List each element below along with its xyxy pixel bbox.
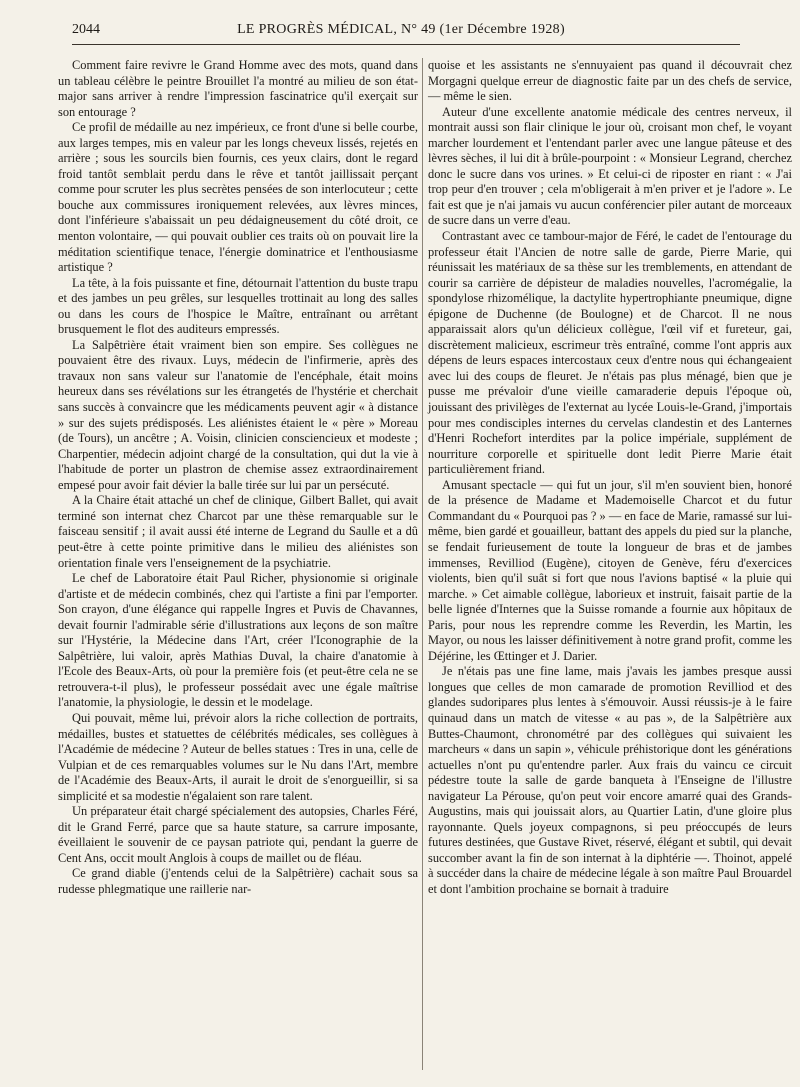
paragraph: Le chef de Laboratoire était Paul Richer, physionomie si originale d'artiste et de médecin combinés, chez qui l'artiste a fini par l'emporter. Son crayon, d'une élégance qui rappelle Ingres et Puvis de Chavannes, devait fournir l'admirable série d'illustrations aux leçons de son maître sur l'Hystérie, la Médecine dans l'Art, créer l'Iconographie de la Salpêtrière, lui valoir, après Mathias Duval, la chaire d'anatomie à l'Ecole des Beaux-Arts, où pour la première fois (et peut-être cela ne se retrouvera-t-il plus), le professeur possédait avec une égale maîtrise l'anatomie, la physiologie, le dessin et le modelage. — [58, 571, 418, 710]
paragraph: A la Chaire était attaché un chef de clinique, Gilbert Ballet, qui avait terminé son internat chez Charcot par une thèse remarquable sur le faisceau sensitif ; il avait aussi été interne de Legrand du Saulle et a dû peut-être à cette pointe primitive dans le milieu des aliénistes son orientation finale vers l'enseignement de la psychiatrie. — [58, 493, 418, 570]
paragraph: La Salpêtrière était vraiment bien son empire. Ses collègues ne pouvaient être des rivaux. Luys, médecin de l'infirmerie, après des travaux non sans valeur sur l'anatomie de l'encéphale, était moins heureux dans ses révélations sur les étrangetés de l'hystérie et cherchait sans succès à convaincre que les médicaments peuvent agir « à distance » sur des sujets prédisposés. Les aliénistes étaient le « père » Moreau (de Tours), un ancêtre ; A. Voisin, clinicien consciencieux et modeste ; Charpentier, médecin adjoint chargé de la consultation, qui dut la vie à l'habitude de porter un plastron de chemise assez extraordinairement empesé pour avoir fait dévier la balle tirée sur lui par un persécuté. — [58, 337, 418, 492]
page-number: 2044 — [72, 22, 100, 37]
paragraph: Ce profil de médaille au nez impérieux, ce front d'une si belle courbe, aux larges tempes, mis en valeur par les longs cheveux lissés, rejetés en arrière ; sous les sourcils bien fournis, ces yeux clairs, dont le regard froid tantôt semblait perdu dans le rêve et tantôt jaillissait perçant comme pour scruter les plus secrètes pensées de son interlocuteur ; cette bouche aux commissures ironiquement relevées, aux lèvres minces, dont l'inférieure s'abaissait un peu dédaigneusement du côté droit, ce menton volontaire, — qui pouvait oublier ces traits où on pouvait lire la méditation scientifique tenace, l'énergie dominatrice et l'enthousiasme artistique ? — [58, 120, 418, 275]
paragraph: Auteur d'une excellente anatomie médicale des centres nerveux, il montrait aussi son flair clinique le jour où, croisant mon chef, le voyant marcher lourdement et l'entendant parler avec une langue pâteuse et des lèvres sèches, il lui dit à brûle-pourpoint : « Monsieur Legrand, cherchez donc le sucre dans vos urines. » Et celui-ci de riposter en riant : « J'ai trop peur d'en trouver ; cela m'obligerait à m'en priver et je l'adore ». Le fait est que je n'ai jamais vu aucun conférencier piler autant de morceaux de sucre dans un verre d'eau. — [428, 104, 792, 228]
header-rule — [72, 44, 740, 45]
running-head: LE PROGRÈS MÉDICAL, N° 49 (1er Décembre 1928) — [237, 22, 565, 37]
paragraph: Un préparateur était chargé spécialement des autopsies, Charles Féré, dit le Grand Ferré, parce que sa haute stature, sa carrure imposante, éveillaient le souvenir de ce paysan patriote qui, pendant la guerre de Cent Ans, occit moult Anglois à coups de maillet ou de fléau. — [58, 804, 418, 865]
paragraph: Ce grand diable (j'entends celui de la Salpêtrière) cachait sous sa rudesse phlegmatique une raillerie nar- — [58, 866, 418, 896]
paragraph: quoise et les assistants ne s'ennuyaient pas quand il découvrait chez Morgagni quelque erreur de diagnostic faite par un des chefs de service, — même le sien. — [428, 58, 792, 104]
left-column — [58, 58, 418, 898]
paragraph: Contrastant avec ce tambour-major de Féré, le cadet de l'entourage du professeur était l'Ancien de notre salle de garde, Pierre Marie, qui réunissait les matériaux de sa thèse sur les tremblements, en attendant de courir sa carrière de dépisteur de maladies nouvelles, l'acromégalie, la spondylose rhizomélique, la dactylite hypertrophiante pneumique, digne épigone de Duchenne (de Boulogne) et de Charcot. Il ne nous apparaissait alors qu'un délicieux collègue, l'œil vif et fureteur, gai, discrètement malicieux, escrimeur très entraîné, comme l'ont appris aux dépens de leurs espaces intercostaux ceux d'entre nous qui échangeaient avec lui des coups de fleuret. Je n'étais pas plus ménagé, bien que je pusse me prévaloir d'une vieille camaraderie depuis l'époque où, jouissant des privilèges de l'externat au lycée Louis-le-Grand, j'importais pour mes condisciples internes du cervelas clandestin et des Lanternes d'Henri Rochefort interdites par la police impériale, supplément de nourriture corporelle et spirituelle dont ledit Pierre Marie était particulièrement friand. — [428, 229, 792, 477]
column-divider — [422, 58, 423, 1070]
paragraph: Comment faire revivre le Grand Homme avec des mots, quand dans un tableau célèbre le peintre Brouillet l'a montré au milieu de son état-major sans arriver à rendre l'impression fascinatrice qu'il exerçait sur son entourage ? — [58, 58, 418, 119]
paragraph: Amusant spectacle — qui fut un jour, s'il m'en souvient bien, honoré de la présence de Madame et Mademoiselle Charcot et du futur Commandant du « Pourquoi pas ? » — en face de Marie, ramassé sur lui-même, bien gardé et gouailleur, battant des appels du pied sur la planche, se fendait furieusement de toute la longueur de bras et de jambes immenses, Revilliod (Eugène), citoyen de Genève, féru d'exercices violents, bien qu'il suât si fort que nous l'avions baptisé « la pluie qui marche. » Cet aimable collègue, laborieux et instruit, faisait partie de la belle lignée d'Internes que la Suisse romande a fournie aux hôpitaux de Paris, pour nous les reprendre comme les Reverdin, les Martin, les Mayor, ou nous les laisser définitivement à notre grand profit, comme les Déjérine, les Œttinger et J. Darier. — [428, 477, 792, 663]
paragraph: La tête, à la fois puissante et fine, détournait l'attention du buste trapu et des jambes un peu grêles, sur lesquelles trottinait au long des salles ou dans les cours de l'hospice le Maître, entraînant ou arrêtant brusquement le flot des auditeurs empressés. — [58, 275, 418, 337]
paragraph: Je n'étais pas une fine lame, mais j'avais les jambes presque aussi longues que celles de mon camarade de promotion Revilliod et des glandes sudoripares plus lentes à s'émouvoir. Aussi réussis-je à le faire quinaud dans un match de vitesse « au pas », de la Salpêtrière aux Buttes-Chaumont, chronométré par des collègues qui suivaient les marcheurs « dans un sapin », véhicule préhistorique dont les générations actuelles n'ont pu qu'entendre parler. Aux frais du vaincu ce circuit pédestre toute la salle de garde banqueta à l'Enseigne de l'illustre navigateur La Pérouse, qu'on peut voir encore amarré quai des Grands-Augustins, mais qui jouissait alors, au Quartier Latin, d'une gloire plus rayonnante. Quels joyeux compagnons, si peu préoccupés de leurs futures destinées, que Gustave Rivet, réservé, élégant et subtil, qui devait succomber avant la fin de son internat à la diphtérie —. Thoinot, appelé à succéder dans la chaire de médecine légale à son maître Paul Brouardel et dont l'ambition prochaine se bornait à traduire — [428, 664, 792, 896]
page-header — [72, 22, 730, 42]
right-column — [428, 58, 792, 898]
paragraph: Qui pouvait, même lui, prévoir alors la riche collection de portraits, médailles, bustes et statuettes de célébrités médicales, ses collègues à l'Académie de médecine ? Auteur de belles statues : Tres in una, celle de Vulpian et de ces remarquables volumes sur le Nu dans l'Art, membre de l'Académie des Beaux-Arts, il aurait le droit de s'enorgueillir, si sa simplicité et sa modestie n'égalaient son rare talent. — [58, 710, 418, 803]
